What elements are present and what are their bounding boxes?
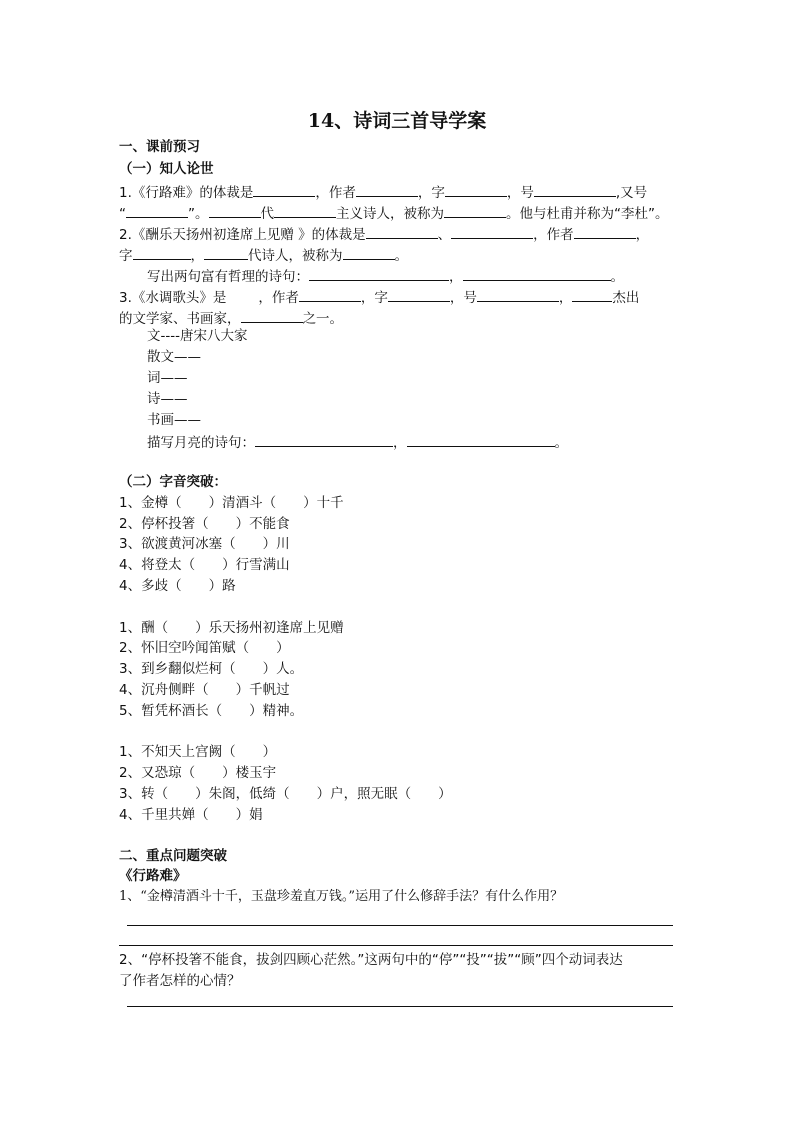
list-item: 1、酬（ ）乐天扬州初逢席上见赠 (119, 620, 344, 636)
list-item: 4、沉舟侧畔（ ）千帆过 (119, 682, 290, 698)
blank[interactable] (451, 223, 533, 239)
list-item: 诗—— (147, 391, 188, 407)
answer-line[interactable] (119, 945, 673, 946)
moon-line: 描写月亮的诗句： ， 。 (147, 431, 568, 453)
list-item: 3、转（ ）朱阁，低绮（ ）户，照无眠（ ） (119, 786, 452, 802)
question-2-line-1: 2.《酬乐天扬州初逢席上见赠 》的体裁是 、 ，作者 ， (119, 223, 649, 245)
blank[interactable] (444, 202, 506, 218)
blank[interactable] (407, 431, 555, 447)
blank[interactable] (241, 307, 303, 323)
blank[interactable] (309, 265, 449, 281)
list-item: 2、又恐琼（ ）楼玉宇 (119, 765, 277, 781)
blank[interactable] (445, 181, 507, 197)
list-item: 4、千里共婵（ ）娟 (119, 807, 263, 823)
list-item: 散文—— (147, 349, 201, 365)
page-title: 14、诗词三首导学案 (307, 110, 487, 132)
blank[interactable] (343, 244, 395, 260)
blank[interactable] (366, 223, 438, 239)
blank[interactable] (209, 202, 261, 218)
section-heading-preview: 一、课前预习 (119, 139, 200, 155)
question-3-line-2: 的文学家、书画家， 之一。 (119, 307, 343, 329)
list-item: 4、多歧（ ）路 (119, 578, 236, 594)
blank[interactable] (356, 181, 418, 197)
question-text: 1、“金樽清酒斗十千，玉盘珍羞直万钱。”运用了什么修辞手法？有什么作用？ (119, 889, 564, 904)
list-item: 3、欲渡黄河冰塞（ ）川 (119, 536, 290, 552)
section-heading-key-questions: 二、重点问题突破 (119, 848, 227, 864)
subsection-heading-pronunciation: （二）字音突破： (119, 474, 227, 490)
list-item: 1、金樽（ ）清酒斗（ ）十千 (119, 495, 344, 511)
answer-line[interactable] (127, 925, 673, 926)
question-2-line-2: 字 ， 代诗人，被称为 。 (119, 244, 408, 266)
blank[interactable] (534, 181, 616, 197)
blank[interactable] (133, 244, 191, 260)
blank[interactable] (574, 223, 636, 239)
blank[interactable] (253, 181, 315, 197)
blank[interactable] (126, 202, 188, 218)
question-2-line-3: 写出两句富有哲理的诗句： ， 。 (147, 265, 624, 287)
list-item: 书画—— (147, 412, 201, 428)
blank[interactable] (204, 244, 248, 260)
question-text: 了作者怎样的心情？ (119, 973, 241, 989)
blank[interactable] (255, 431, 393, 447)
answer-line[interactable] (127, 1006, 673, 1007)
blank[interactable] (463, 265, 611, 281)
blank[interactable] (299, 286, 361, 302)
list-item: 词—— (147, 370, 188, 386)
subsection-heading-background: （一）知人论世 (119, 161, 214, 177)
list-item: 4、将登太（ ）行雪满山 (119, 557, 290, 573)
question-1-line-1: 1.《行路难》的体裁是 ，作者 ，字 ，号 ,又号 (119, 181, 647, 203)
blank[interactable] (274, 202, 336, 218)
list-item: 5、暂凭杯酒长（ ）精神。 (119, 703, 304, 719)
list-item: 2、怀旧空吟闻笛赋（ ） (119, 640, 290, 656)
list-item: 2、停杯投箸（ ）不能食 (119, 516, 290, 532)
list-item: 1、不知天上宫阙（ ） (119, 744, 277, 760)
list-item: 文----唐宋八大家 (147, 328, 248, 344)
question-1-line-2: “ ”。 代 主义诗人，被称为 。他与杜甫并称为“李杜”。 (119, 202, 669, 224)
question-3-line-1: 3.《水调歌头》是 ，作者 ，字 ，号 ， 杰出 (119, 286, 639, 308)
question-text: 2、“停杯投箸不能食，拔剑四顾心茫然。”这两句中的“停”“投”“拔”“顾”四个动词表达 (119, 952, 623, 968)
blank[interactable] (477, 286, 559, 302)
blank[interactable] (388, 286, 450, 302)
list-item: 3、到乡翻似烂柯（ ）人。 (119, 661, 304, 677)
poem-heading: 《行路难》 (119, 868, 187, 884)
blank[interactable] (572, 286, 612, 302)
